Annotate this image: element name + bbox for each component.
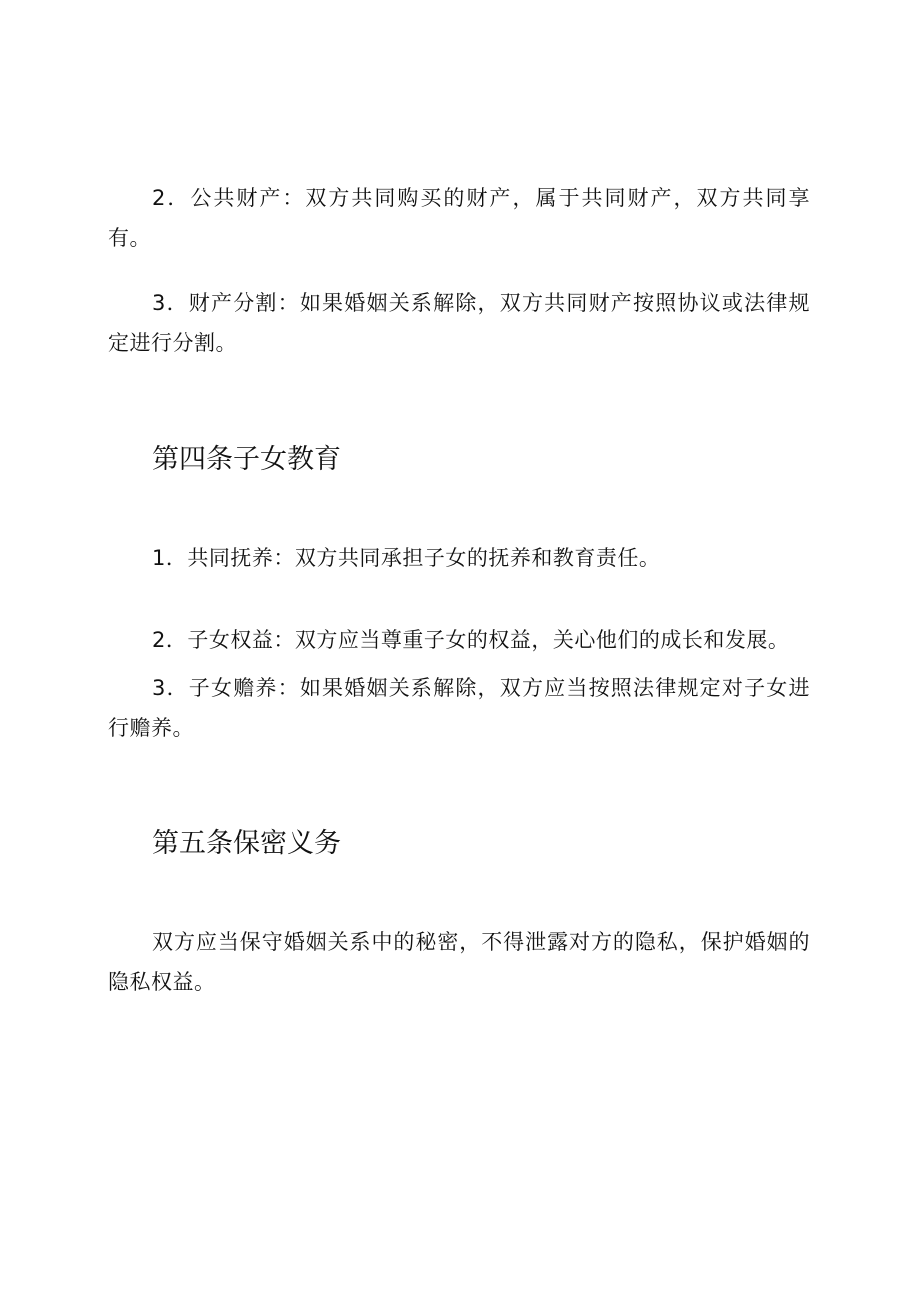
clause-child-support: 3．子女赡养：如果婚姻关系解除，双方应当按照法律规定对子女进行赡养。 [108,676,810,740]
article-5-heading: 第五条保密义务 [152,828,341,859]
clause-property-division: 3．财产分割：如果婚姻关系解除，双方共同财产按照协议或法律规定进行分割。 [108,291,810,355]
clause-child-rights: 2．子女权益：双方应当尊重子女的权益，关心他们的成长和发展。 [152,628,790,652]
clause-confidentiality: 双方应当保守婚姻关系中的秘密，不得泄露对方的隐私，保护婚姻的隐私权益。 [108,930,810,994]
clause-common-property: 2．公共财产：双方共同购买的财产，属于共同财产，双方共同享有。 [108,186,810,250]
clause-joint-upbringing: 1．共同抚养：双方共同承担子女的抚养和教育责任。 [152,546,661,570]
article-4-heading: 第四条子女教育 [152,444,341,475]
